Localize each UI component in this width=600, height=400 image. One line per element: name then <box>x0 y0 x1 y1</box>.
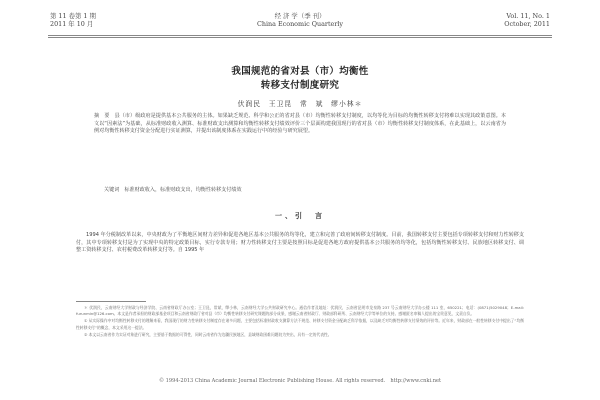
article-title-line2: 转移支付制度研究 <box>260 80 340 91</box>
header-rule-bottom <box>48 37 552 38</box>
issue-info-en <box>504 12 550 28</box>
footnote-divider <box>76 301 146 302</box>
journal-name-en: China Economic Quarterly <box>256 20 344 28</box>
issue-volume: 第 11 卷第 1 期 <box>50 12 96 20</box>
issue-volume-en: Vol. 11, No. 1 <box>506 12 550 20</box>
keywords: 关键词 标准财政收入，标准财政支出，均衡性转移支付绩效 <box>104 187 242 193</box>
article-title-line1: 我国规范的省对县（市）均衡性 <box>231 66 369 77</box>
introduction-paragraph <box>76 232 524 255</box>
header-rule-top <box>48 35 552 36</box>
running-header <box>50 12 550 34</box>
footnote: ② 本文以云南省作为实证对象进行研究，主要基于数据的可得性，同时云南省作为边疆民族地区，县域财政困难问题较为突出，具有一定的代表性。 <box>84 331 332 337</box>
author-list: 伏润民 王卫昆 常 斌 缪小林＊ <box>237 100 363 108</box>
introduction-text: 1994 年分税制改革以来，中央财政为了平衡地区间财力差异和促进各地区基本公共服务的均等化，建立和完善了政府间转移支付制度。目前，我国转移支付主要包括专项转移支付和财力性转移支付，其中专项转移支付是为了实现中央的特定政策目标，实行专款专用；财力性转移支付主要是按照目标是促进各地方政府提供基本公共服务的均等化，包括均衡性转移支付、民族地区转移支付、调整工资转移支付、农村税费改革转移支付等。自 1995 年 <box>76 232 524 254</box>
issue-date-en: October, 2011 <box>504 20 550 28</box>
section-heading: 一、引 言 <box>275 212 325 220</box>
footnote: ① 从实际操作中对均衡性转移支付的理解来看，我国现行的财力性转移支付制度存在诸多问题，主要包括标准财政收支测算方法不规范、转移支付资金分配缺乏科学依据，以及缺乏对均衡性转移支付绩效的评价等。近年来，财政部在一般性转移支付中提出了“均衡性转移支付”的概念，本文采用这一提法。 <box>76 318 524 330</box>
footnotes <box>76 305 524 339</box>
copyright-notice: © 1994-2013 China Academic Journal Electronic Publishing House. All rights reserved. http://www.cnki.net <box>158 378 442 384</box>
footnote: ＊ 伏润民，云南财经大学财政与经济学院、云南省财政厅办公室；王卫昆，常斌，缪小林，云南财经大学公共财政研究中心。通信作者及地址：伏润民，云南省昆明市龙泉路 237 号云南财经大学办公楼 111 室，650221；电话：(0871)5029048；E-mail: furunmin@126.com。本文是作者承担的财政部基金项目和云南省财政厅省对县（市）均衡性转移支付研究课题的部分成果，感谢云南省财政厅、财政部科研所、云南财经大学等单位的支持。感谢匿名审稿人提出的宝贵意见，文责自负。 <box>76 305 524 317</box>
journal-name <box>50 12 550 28</box>
abstract <box>94 113 506 136</box>
journal-name-zh: 经 济 学（季 刊） <box>274 12 326 20</box>
abstract-text: 摘 要 县（市）级政府是提供基本公共服务的主体。如果缺乏规范、科学和公正的省对县（市）均衡性转移支付制度，以均等化为目标的均衡性转移支付将难以实现其政策意图。本文以“因素法”为基础，从标准财政收入测算、标准财政支出测算和均衡性转移支付绩效评价三个层面构建我国现行的省对县（市）均衡性转移支付制度体系，在此基础上，以云南省为例对均衡性转移支付资金分配进行实证测算，并提出该制度体系在实践运行中的经验与研究展望。 <box>94 113 506 135</box>
issue-date: 2011 年 10 月 <box>50 20 94 28</box>
